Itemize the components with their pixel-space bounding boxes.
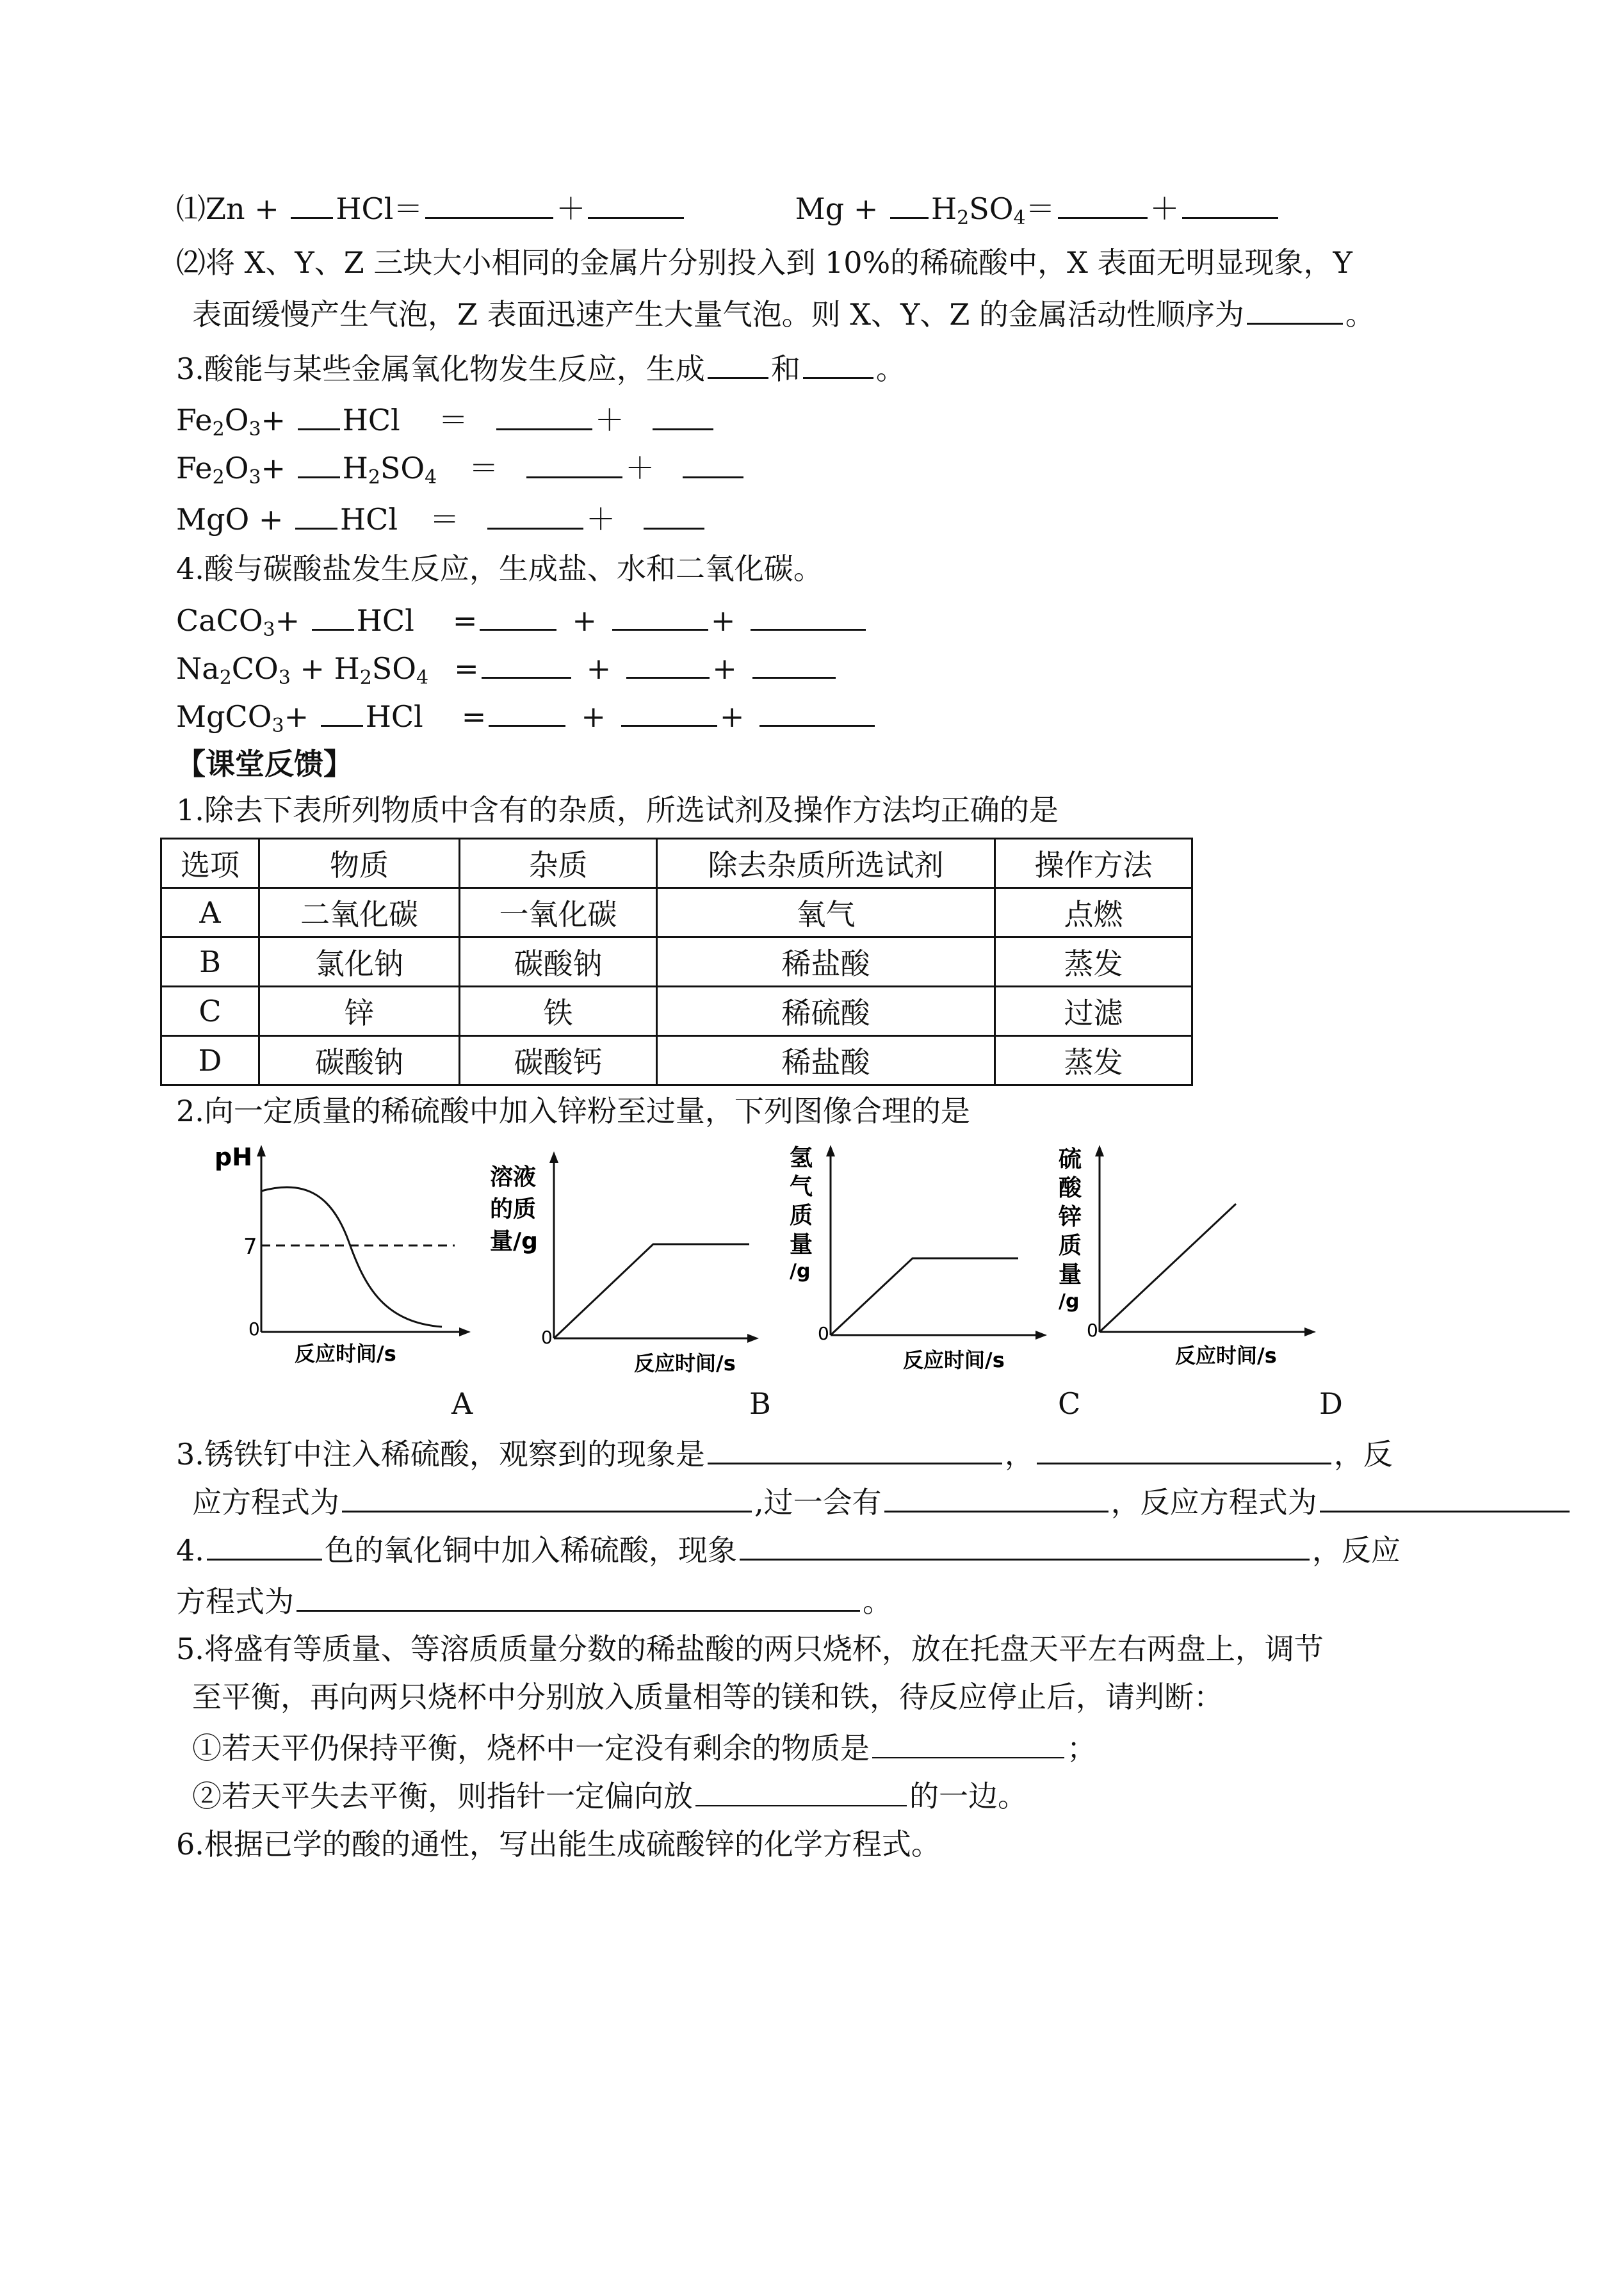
- graph-b: [483, 1140, 765, 1383]
- answer-blank[interactable]: [653, 400, 713, 430]
- answer-blank[interactable]: [612, 601, 708, 631]
- table-cell: B: [161, 937, 259, 987]
- graph-d-xlabel: 反应时间/s: [1175, 1343, 1277, 1368]
- option-label-a: A: [451, 1386, 473, 1421]
- table-cell: 锌: [259, 987, 460, 1036]
- graph-c: [784, 1140, 1053, 1383]
- fe2o3-hcl-equation: $Fe_2O_3+$ HCl ＝ ＋: [176, 400, 716, 439]
- table-header-row: [161, 839, 1192, 888]
- coefficient-blank[interactable]: [890, 189, 929, 219]
- feedback-question-3-line1: 3.锈铁钉中注入稀硫酸，观察到的现象是 ， ，反: [176, 1434, 1393, 1473]
- graph-b-ylabel-line: 溶液: [490, 1164, 537, 1190]
- table-header-cell: 选项: [161, 839, 259, 888]
- coefficient-blank[interactable]: [312, 601, 354, 631]
- table-header-cell: 物质: [259, 839, 460, 888]
- option-label-b: B: [749, 1386, 771, 1421]
- table-cell: 铁: [460, 987, 657, 1036]
- answer-blank[interactable]: [884, 1482, 1108, 1512]
- carbonate-statement: 4.酸与碳酸盐发生反应，生成盐、水和二氧化碳。: [176, 551, 823, 586]
- mgo-hcl-equation: MgO + HCl ＝ ＋: [176, 499, 707, 539]
- table-cell: 一氧化碳: [460, 888, 657, 937]
- answer-blank[interactable]: [644, 499, 704, 530]
- table-cell: 过滤: [995, 987, 1192, 1036]
- table-cell: 稀盐酸: [657, 937, 995, 987]
- graph-c-ylabel-line: /g: [790, 1260, 811, 1283]
- graph-d: [1053, 1140, 1322, 1383]
- table-cell: C: [161, 987, 259, 1036]
- option-label-d: D: [1319, 1386, 1343, 1421]
- feedback-question-5-sub1: ①若天平仍保持平衡，烧杯中一定没有剩余的物质是 ；: [192, 1729, 1096, 1767]
- graph-d-ylabel-line: 酸: [1059, 1175, 1082, 1201]
- graph-a-ylabel: pH: [215, 1143, 253, 1171]
- answer-blank[interactable]: [425, 189, 553, 219]
- option-label-c: C: [1058, 1386, 1081, 1421]
- coefficient-blank[interactable]: [298, 448, 340, 478]
- graph-b-origin: 0: [541, 1327, 553, 1348]
- answer-blank[interactable]: [1058, 189, 1148, 219]
- answer-blank[interactable]: [803, 349, 873, 379]
- table-cell: 氯化钠: [259, 937, 460, 987]
- graph-c-ylabel-line: 气: [790, 1174, 813, 1200]
- table-cell: 氧气: [657, 888, 995, 937]
- answer-blank[interactable]: [872, 1729, 1064, 1758]
- table-cell: D: [161, 1036, 259, 1085]
- zn-mg-equations: ⑴Zn + $HCl= + Mg + H_2SO_4=$ ＋: [176, 189, 1281, 228]
- answer-blank[interactable]: [489, 697, 565, 727]
- table-cell: 碳酸钠: [259, 1036, 460, 1085]
- answer-blank[interactable]: [626, 649, 710, 679]
- answer-blank[interactable]: [695, 1777, 907, 1806]
- graph-c-origin: 0: [818, 1323, 829, 1344]
- graph-d-ylabel-line: 质: [1059, 1233, 1082, 1259]
- graph-c-ylabel-line: 质: [790, 1203, 813, 1229]
- graph-c-ylabel-line: 量: [790, 1231, 813, 1258]
- answer-blank[interactable]: [752, 649, 836, 679]
- graph-a: [211, 1140, 474, 1383]
- activity-question-line2: 表面缓慢产生气泡，Z 表面迅速产生大量气泡。则 X、Y、Z 的金属活动性顺序为 。: [192, 295, 1375, 334]
- table-cell: 二氧化碳: [259, 888, 460, 937]
- answer-blank[interactable]: [207, 1530, 322, 1561]
- answer-blank[interactable]: [751, 601, 866, 631]
- graph-d-ylabel-line: 锌: [1059, 1204, 1082, 1230]
- feedback-question-4-line2: 方程式为 。: [176, 1582, 892, 1621]
- table-cell: 碳酸钙: [460, 1036, 657, 1085]
- table-row: [161, 987, 1192, 1036]
- feedback-question-5-sub2: ②若天平失去平衡，则指针一定偏向放 的一边。: [192, 1777, 1027, 1815]
- answer-blank[interactable]: [683, 448, 743, 478]
- feedback-question-3-line2: 应方程式为 ,过一会有 ，反应方程式为: [192, 1482, 1572, 1521]
- coefficient-blank[interactable]: [298, 400, 340, 430]
- metal-oxide-statement: 3.酸能与某些金属氧化物发生反应，生成 和 。: [176, 349, 905, 388]
- table-cell: 蒸发: [995, 937, 1192, 987]
- answer-blank[interactable]: [1037, 1434, 1331, 1464]
- table-header-cell: 操作方法: [995, 839, 1192, 888]
- feedback-heading: 【课堂反馈】: [176, 747, 353, 781]
- table-row: [161, 1036, 1192, 1085]
- feedback-question-2: 2.向一定质量的稀硫酸中加入锌粉至过量，下列图像合理的是: [176, 1094, 970, 1128]
- answer-blank[interactable]: [480, 601, 556, 631]
- feedback-question-5-line1: 5.将盛有等质量、等溶质质量分数的稀盐酸的两只烧杯，放在托盘天平左右两盘上，调节: [176, 1632, 1324, 1666]
- feedback-question-5-line2: 至平衡，再向两只烧杯中分别放入质量相等的镁和铁，待反应停止后，请判断：: [192, 1680, 1223, 1714]
- graph-b-ylabel-line: 量/g: [490, 1228, 538, 1254]
- answer-blank[interactable]: [296, 1582, 860, 1612]
- fe2o3-h2so4-equation: $Fe_2O_3+ H_2SO_4$ ＝ ＋: [176, 448, 746, 487]
- table-cell: 碳酸钠: [460, 937, 657, 987]
- mgco3-equation: MgCO$_3$+ HCl = + +: [176, 697, 877, 736]
- answer-blank[interactable]: [342, 1482, 752, 1512]
- answer-blank[interactable]: [482, 649, 571, 679]
- coefficient-blank[interactable]: [291, 189, 333, 219]
- coefficient-blank[interactable]: [321, 697, 363, 727]
- table-cell: 蒸发: [995, 1036, 1192, 1085]
- graph-a-xlabel: 反应时间/s: [295, 1342, 396, 1366]
- answer-blank[interactable]: [1247, 295, 1343, 325]
- activity-question-line1: ⑵将 X、Y、Z 三块大小相同的金属片分别投入到 10%的稀硫酸中，X 表面无明显现象，Y: [176, 245, 1352, 280]
- table-cell: 稀盐酸: [657, 1036, 995, 1085]
- feedback-question-1: 1.除去下表所列物质中含有的杂质，所选试剂及操作方法均正确的是: [176, 793, 1059, 827]
- graph-a-ref-label: 7: [243, 1234, 257, 1260]
- graph-a-origin: 0: [248, 1318, 260, 1340]
- answer-blank[interactable]: [1182, 189, 1278, 219]
- graph-b-ylabel-line: 的质: [490, 1196, 537, 1222]
- coefficient-blank[interactable]: [295, 499, 337, 530]
- graph-d-origin: 0: [1087, 1320, 1098, 1341]
- graph-c-ylabel-line: 氢: [790, 1145, 813, 1171]
- table-header-cell: 除去杂质所选试剂: [657, 839, 995, 888]
- answer-blank[interactable]: [487, 499, 583, 530]
- impurity-removal-table: [160, 838, 1193, 1086]
- graph-d-ylabel-line: 量: [1059, 1261, 1082, 1288]
- feedback-question-6: 6.根据已学的酸的通性，写出能生成硫酸锌的化学方程式。: [176, 1827, 941, 1861]
- answer-blank[interactable]: [740, 1530, 1310, 1561]
- answer-blank[interactable]: [759, 697, 875, 727]
- answer-blank[interactable]: [621, 697, 717, 727]
- answer-blank[interactable]: [1320, 1482, 1570, 1512]
- na2co3-equation: $Na_2CO_3 + H_2SO_4$ = + +: [176, 649, 838, 688]
- graph-d-ylabel-line: 硫: [1059, 1146, 1082, 1172]
- caco3-equation: CaCO$_3$+ HCl = + +: [176, 601, 868, 640]
- table-row: [161, 937, 1192, 987]
- graph-c-xlabel: 反应时间/s: [903, 1348, 1005, 1372]
- feedback-question-4-line1: 4. 色的氧化铜中加入稀硫酸，现象 ，反应: [176, 1530, 1401, 1569]
- answer-blank[interactable]: [588, 189, 684, 219]
- graph-d-ylabel-line: /g: [1059, 1290, 1080, 1313]
- table-row: [161, 888, 1192, 937]
- table-header-cell: 杂质: [460, 839, 657, 888]
- answer-blank[interactable]: [708, 1434, 1002, 1464]
- table-cell: A: [161, 888, 259, 937]
- table-cell: 点燃: [995, 888, 1192, 937]
- graph-b-xlabel: 反应时间/s: [634, 1351, 736, 1375]
- answer-blank[interactable]: [496, 400, 592, 430]
- answer-blank[interactable]: [526, 448, 622, 478]
- table-cell: 稀硫酸: [657, 987, 995, 1036]
- answer-blank[interactable]: [708, 349, 768, 379]
